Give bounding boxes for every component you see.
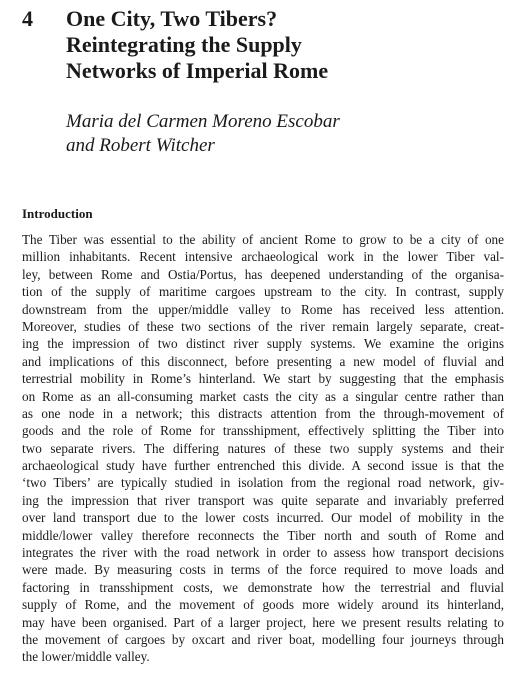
introduction-paragraph	[22, 231, 504, 666]
paragraph-line: goods and the role of Rome for transshipment, effectively splitting the Tiber into	[22, 423, 504, 439]
chapter-title	[66, 6, 486, 84]
paragraph-line: ‘two Tibers’ are typically studied in isolation from the regional road network, giv-	[22, 475, 504, 491]
paragraph-line: were made. By measuring costs in terms of the force required to move loads and	[22, 562, 504, 578]
paragraph-line: as one node in a network; this distracts attention from the through-movement of	[22, 405, 504, 421]
paragraph-line: archaeological study have further entrenched this divide. A second issue is that the	[22, 458, 504, 474]
section-heading-introduction: Introduction	[22, 206, 93, 221]
paragraph-line: million inhabitants. Recent intensive archaeological work in the lower Tiber val-	[22, 249, 504, 265]
paragraph-line: ing the impression of two distinct river supply systems. We examine the origins	[22, 336, 504, 352]
paragraph-line: ing the impression that river transport was quite separate and invariably preferred	[22, 492, 504, 508]
chapter-title-line: Networks of Imperial Rome	[66, 58, 329, 83]
paragraph-line: The Tiber was essential to the ability of ancient Rome to grow to be a city of one	[22, 232, 504, 247]
paragraph-line: and implications of this disconnect, before presenting a new model of fluvial and	[22, 353, 504, 369]
author-line: and Robert Witcher	[66, 135, 215, 156]
chapter-title-line: Reintegrating the Supply	[66, 32, 302, 57]
paragraph-line: over land transport due to the lower costs incurred. Our model of mobility in the	[22, 510, 504, 526]
paragraph-line: terrestrial mobility in Rome’s hinterland. We start by suggesting that the emphasis	[22, 371, 504, 387]
paragraph-line: tion of the supply of maritime cargoes upstream to the city. In contrast, supply	[22, 284, 504, 300]
chapter-authors	[66, 110, 340, 158]
paragraph-line: supply of Rome, and the movement of goods more widely around its hinterland,	[22, 597, 504, 613]
paragraph-line: two separate rivers. The differing natures of these two supply systems and their	[22, 440, 504, 456]
paragraph-line: ley, between Rome and Ostia/Portus, has deepened understanding of the organisa-	[22, 266, 504, 282]
chapter-number: 4	[22, 6, 33, 31]
paragraph-line: middle/lower valley therefore reconnects the Tiber north and south of Rome and	[22, 527, 504, 543]
paragraph-line: Moreover, studies of these two sections of the river remain largely separate, creat-	[22, 318, 504, 334]
paragraph-line: downstream from the upper/middle valley to Rome has received less attention.	[22, 301, 504, 317]
paragraph-line: the movement of cargoes by oxcart and river boat, modelling four journeys through	[22, 631, 504, 647]
paragraph-line: factoring in transshipment costs, we demonstrate how the terrestrial and fluvial	[22, 579, 504, 595]
paragraph-line: the lower/middle valley.	[22, 649, 150, 665]
chapter-title-line: One City, Two Tibers?	[66, 6, 278, 31]
paragraph-line: may have been organised. Part of a larger project, here we present results relating to	[22, 614, 504, 630]
paragraph-line: integrates the river with the road network in order to assess how transport decisions	[22, 545, 504, 561]
paragraph-line: on Rome as an all-consuming market casts the city as a singular centre rather than	[22, 388, 504, 404]
author-line: Maria del Carmen Moreno Escobar	[66, 111, 340, 132]
